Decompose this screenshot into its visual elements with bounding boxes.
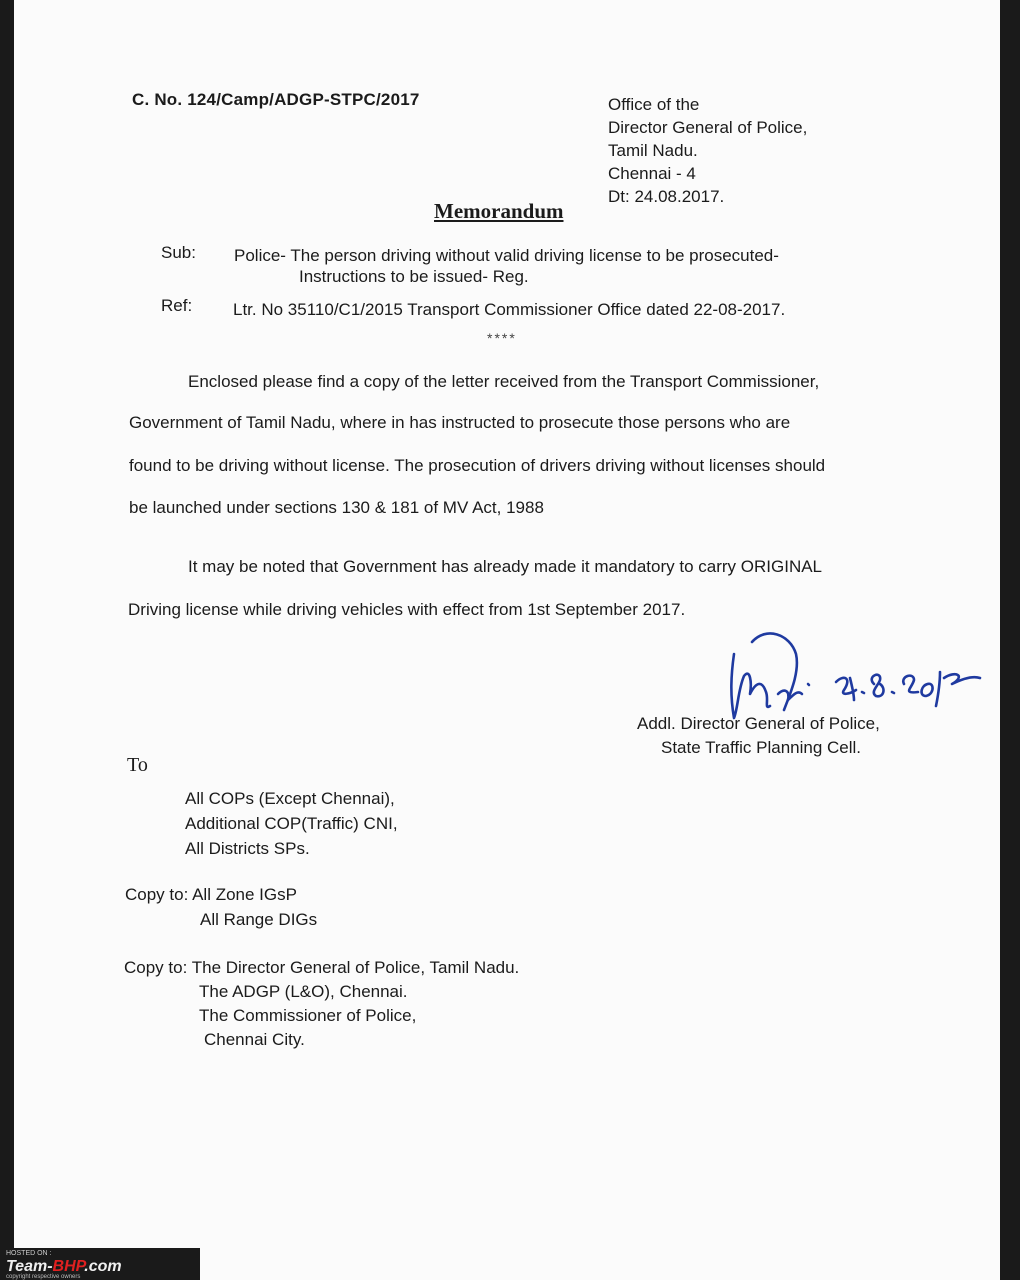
copy-to-line: The Commissioner of Police,: [199, 1006, 417, 1025]
paragraph-line: found to be driving without license. The prosecution of drivers driving without licenses should: [129, 456, 826, 475]
subject-line: Instructions to be issued- Reg.: [299, 267, 529, 286]
subject-text: [234, 245, 779, 287]
designation: [637, 712, 880, 760]
reference-text: Ltr. No 35110/C1/2015 Transport Commissioner Office dated 22-08-2017.: [233, 300, 786, 319]
recipients-list: [185, 786, 398, 861]
reference-number: C. No. 124/Camp/ADGP-STPC/2017: [132, 90, 420, 109]
paragraph-line: Enclosed please find a copy of the letter received from the Transport Commissioner,: [188, 372, 820, 391]
reference-label: Ref:: [161, 296, 193, 315]
paragraph-line: Driving license while driving vehicles with effect from 1st September 2017.: [128, 600, 686, 619]
signature-date: 24.8.2017: [704, 607, 776, 624]
watermark: [0, 1248, 200, 1280]
paragraph-line: Government of Tamil Nadu, where in has instructed to prosecute those persons who are: [129, 413, 791, 432]
recipient: Additional COP(Traffic) CNI,: [185, 814, 398, 833]
copy-to-block-2: [124, 956, 519, 1052]
copy-to-line: Chennai City.: [204, 1030, 305, 1049]
copy-to-line: Copy to: All Zone IGsP: [125, 885, 297, 904]
office-line: Tamil Nadu.: [608, 141, 698, 160]
copy-to-line: All Range DIGs: [200, 910, 318, 929]
separator: ****: [487, 330, 517, 346]
paragraph-line: be launched under sections 130 & 181 of MV Act, 1988: [129, 498, 544, 517]
watermark-com: .com: [84, 1258, 122, 1275]
recipient: All COPs (Except Chennai),: [185, 789, 395, 808]
copy-to-line: Copy to: The Director General of Police, Tamil Nadu.: [124, 958, 520, 977]
recipient: All Districts SPs.: [185, 839, 310, 858]
office-line: Director General of Police,: [608, 118, 808, 137]
office-address: [608, 93, 807, 208]
designation-line: Addl. Director General of Police,: [637, 714, 880, 733]
copy-to-block-1: [125, 882, 317, 932]
office-line: Office of the: [608, 95, 700, 114]
to-label: To: [127, 754, 148, 776]
watermark-bhp: BHP: [52, 1258, 85, 1275]
paragraph-line: It may be noted that Government has already made it mandatory to carry ORIGINAL: [188, 557, 823, 576]
memo-title: Memorandum: [434, 199, 564, 223]
office-line: Chennai - 4: [608, 164, 696, 183]
office-date: Dt: 24.08.2017.: [608, 187, 725, 206]
watermark-copyright: copyright respective owners: [6, 1274, 81, 1280]
subject-label: Sub:: [161, 243, 196, 262]
memo-page: [14, 0, 1000, 1280]
watermark-team: Team-: [6, 1258, 53, 1275]
subject-line: Police- The person driving without valid driving license to be prosecuted-: [234, 246, 779, 265]
designation-line: State Traffic Planning Cell.: [661, 738, 862, 757]
watermark-hosted: HOSTED ON :: [6, 1250, 52, 1257]
copy-to-line: The ADGP (L&O), Chennai.: [199, 982, 408, 1001]
